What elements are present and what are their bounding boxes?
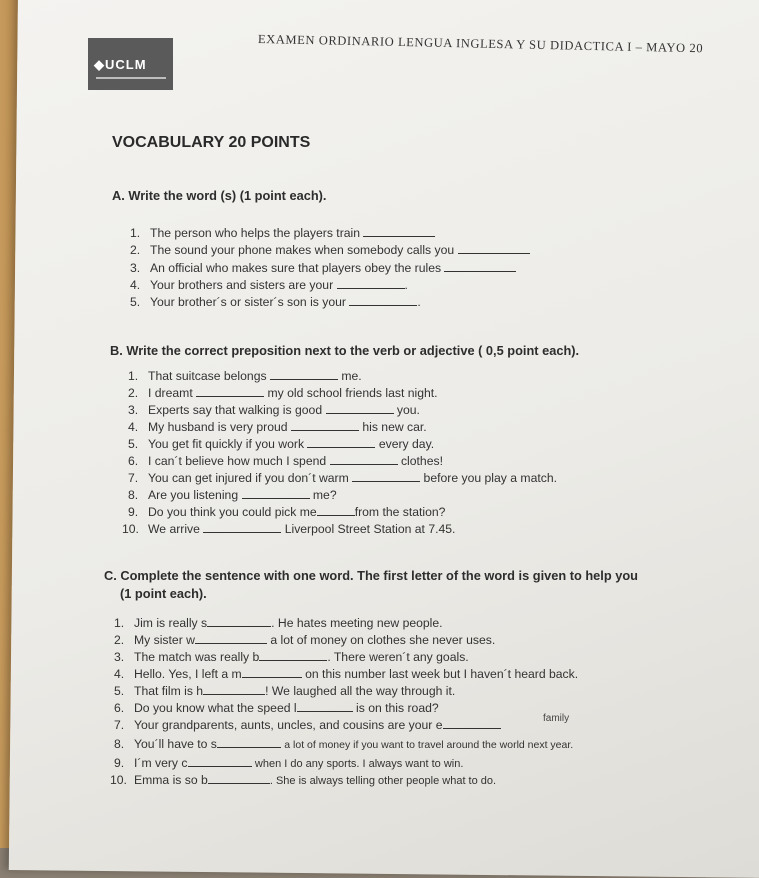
part-b-item <box>128 386 438 400</box>
answer-blank[interactable] <box>188 756 252 767</box>
item-after: me. <box>341 369 362 383</box>
answer-blank[interactable] <box>259 650 327 661</box>
item-before: Hello. Yes, I left a m <box>134 667 242 681</box>
item-before: Are you listening <box>148 488 239 502</box>
part-c-item <box>114 684 455 698</box>
item-number: 3. <box>114 650 125 664</box>
part-b-item <box>128 403 420 417</box>
answer-blank[interactable] <box>337 278 405 289</box>
item-after: my old school friends last night. <box>267 386 438 400</box>
item-number: 2. <box>128 386 139 400</box>
item-text: Your brother´s or sister´s son is your <box>150 295 346 309</box>
item-after: on this number last week but I haven´t heard back. <box>305 667 579 681</box>
part-a-item <box>130 261 516 275</box>
part-b-item <box>128 437 434 451</box>
answer-blank[interactable] <box>195 633 267 644</box>
answer-blank[interactable] <box>242 667 302 678</box>
item-before: I dreamt <box>148 386 193 400</box>
item-after: . He hates meeting new people. <box>271 616 443 630</box>
answer-blank[interactable] <box>217 737 281 748</box>
part-b-item <box>128 471 557 485</box>
item-text: The sound your phone makes when somebody calls you <box>150 243 455 257</box>
item-after: you. <box>396 403 420 417</box>
logo-text: ◆UCLM <box>94 57 147 72</box>
part-c-item <box>114 718 501 732</box>
item-before: My sister w <box>134 633 195 647</box>
item-text: An official who makes sure that players obey the rules <box>150 261 442 275</box>
item-after: a lot of money if you want to travel around the world next year. <box>284 739 574 751</box>
answer-blank[interactable] <box>297 701 353 712</box>
item-before: My husband is very proud <box>148 420 288 434</box>
item-before: You´ll have to s <box>134 737 217 751</box>
item-after: from the station? <box>354 505 446 519</box>
item-before: We arrive <box>148 522 200 536</box>
item-text: The person who helps the players train <box>150 226 361 240</box>
item-after: his new car. <box>362 420 427 434</box>
part-b-item <box>128 454 443 468</box>
item-before: Jim is really s <box>134 616 208 630</box>
part-c-item <box>114 650 469 664</box>
part-b-item <box>128 420 427 434</box>
item-after: is on this road? <box>356 701 439 715</box>
answer-blank[interactable] <box>207 616 271 627</box>
answer-blank[interactable] <box>317 505 355 516</box>
part-c-item <box>114 756 463 770</box>
item-number: 3. <box>130 261 141 275</box>
item-number: 8. <box>114 737 125 751</box>
part-a-item <box>130 295 421 309</box>
answer-blank[interactable] <box>196 386 264 397</box>
item-number: 8. <box>128 488 139 502</box>
part-c-item <box>114 616 443 630</box>
answer-blank[interactable] <box>203 684 265 695</box>
part-c-instruction-points: (1 point each). <box>120 586 207 601</box>
item-punct: . <box>417 295 421 309</box>
item-before: The match was really b <box>134 650 260 664</box>
part-c-item <box>114 667 578 681</box>
item-before: You get fit quickly if you work <box>148 437 305 451</box>
part-a-item <box>130 226 435 240</box>
item-after: Liverpool Street Station at 7.45. <box>284 522 456 536</box>
item-number: 5. <box>114 684 125 698</box>
answer-blank[interactable] <box>291 420 359 431</box>
item-number: 6. <box>114 701 125 715</box>
part-c-instruction: C. Complete the sentence with one word. The first letter of the word is given to help you <box>104 568 638 583</box>
item-after: . She is always telling other people what to do. <box>269 775 497 787</box>
item-text: Your brothers and sisters are your <box>150 278 334 292</box>
item-after: every day. <box>378 437 435 451</box>
item-number: 3. <box>128 403 139 417</box>
item-number: 2. <box>114 633 125 647</box>
item-number: 1. <box>128 369 139 383</box>
logo-underline <box>96 77 166 79</box>
item-after: . There weren´t any goals. <box>327 650 469 664</box>
item-number: 5. <box>130 295 141 309</box>
item-after: ! We laughed all the way through it. <box>265 684 456 698</box>
part-b-item <box>128 488 337 502</box>
item-number: 6. <box>128 454 139 468</box>
item-number: 9. <box>114 756 125 770</box>
item-number: 1. <box>114 616 125 630</box>
item-before: Emma is so b <box>134 773 208 787</box>
item-before: That suitcase belongs <box>148 369 267 383</box>
answer-blank[interactable] <box>444 261 516 272</box>
item-number: 1. <box>130 226 141 240</box>
item-after: clothes! <box>400 454 443 468</box>
answer-blank[interactable] <box>307 437 375 448</box>
answer-blank[interactable] <box>208 773 270 784</box>
item-number: 4. <box>130 278 141 292</box>
item-number: 9. <box>128 505 139 519</box>
item-number: 4. <box>128 420 139 434</box>
item-before: Do you think you could pick me <box>148 505 317 519</box>
uclm-logo <box>88 38 173 90</box>
item-before: You can get injured if you don´t warm <box>148 471 349 485</box>
answer-blank[interactable] <box>443 718 501 729</box>
item7-family-word: family <box>543 713 570 724</box>
item-before: Your grandparents, aunts, uncles, and cousins are your e <box>134 718 443 732</box>
part-b-item <box>122 522 455 536</box>
part-b-item <box>128 369 362 383</box>
item-before: I´m very c <box>134 756 188 770</box>
part-c-item <box>110 773 496 787</box>
item-number: 2. <box>130 243 141 257</box>
vocabulary-heading: VOCABULARY 20 POINTS <box>112 134 311 151</box>
item-number: 4. <box>114 667 125 681</box>
item-before: That film is h <box>134 684 204 698</box>
answer-blank[interactable] <box>349 295 417 306</box>
answer-blank[interactable] <box>363 226 435 237</box>
answer-blank[interactable] <box>352 471 420 482</box>
part-a-instruction: A. Write the word (s) (1 point each). <box>112 188 327 203</box>
part-c-item <box>114 633 495 647</box>
answer-blank[interactable] <box>330 454 398 465</box>
part-a-item <box>130 278 408 292</box>
part-b-item <box>128 505 445 519</box>
answer-blank[interactable] <box>458 243 530 254</box>
item-number: 7. <box>114 718 125 732</box>
answer-blank[interactable] <box>242 488 310 499</box>
answer-blank[interactable] <box>270 369 338 380</box>
item-after: before you play a match. <box>423 471 558 485</box>
item-punct: . <box>404 278 408 292</box>
item-after: me? <box>312 488 337 502</box>
answer-blank[interactable] <box>326 403 394 414</box>
item-before: Experts say that walking is good <box>148 403 323 417</box>
item-number: 5. <box>128 437 139 451</box>
part-c-item <box>114 701 439 715</box>
answer-blank[interactable] <box>203 522 281 533</box>
part-a-item <box>130 243 530 257</box>
item-after: when I do any sports. I always want to win. <box>254 758 464 770</box>
item-number: 10. <box>110 773 127 787</box>
item-number: 10. <box>122 522 139 536</box>
item-number: 7. <box>128 471 139 485</box>
item-before: I can´t believe how much I spend <box>148 454 327 468</box>
item-after: a lot of money on clothes she never uses. <box>270 633 496 647</box>
part-c-item <box>114 737 573 751</box>
exam-title: EXAMEN ORDINARIO LENGUA INGLESA Y SU DIDACTICA I – MAYO 20 <box>257 32 704 56</box>
part-b-instruction: B. Write the correct preposition next to the verb or adjective ( 0,5 point each). <box>110 343 580 358</box>
item-before: Do you know what the speed l <box>134 701 297 715</box>
